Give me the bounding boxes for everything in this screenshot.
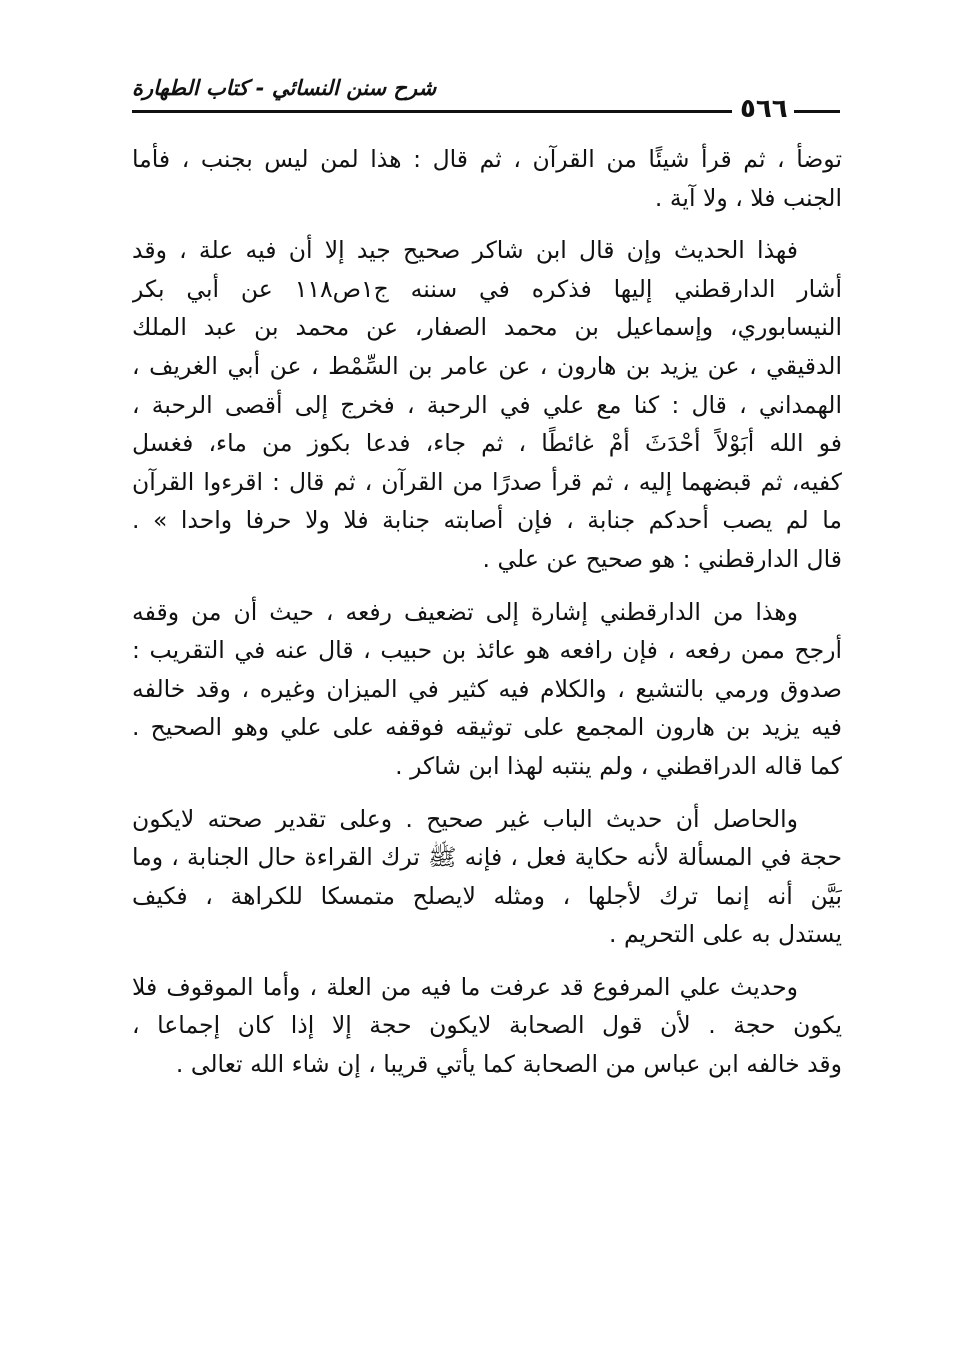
text-line: توضأ ، ثم قرأ شيئًا من القرآن ، ثم قال : هذا لمن ليس بجنب ، فأما [132, 145, 842, 173]
text-line: وحديث علي المرفوع قد عرفت ما فيه من العلة ، وأما الموقوف فلا [132, 972, 798, 1001]
paragraph [132, 593, 842, 786]
text-line: وقد خالفه ابن عباس من الصحابة كما يأتي قريبا ، إن شاء الله تعالى . [175, 1050, 842, 1079]
text-line: الجنب فلا ، ولا آية . [654, 183, 842, 212]
text-line: قال الدارقطني : هو صحيح عن علي . [482, 544, 842, 573]
page-number: ٥٦٦ [740, 94, 788, 124]
text-line: أشار الدارقطني إليها فذكره في سننه ج١ص١١٨ عن أبي بكر [132, 274, 842, 303]
header-rule [132, 110, 732, 113]
page-number-rule [794, 110, 840, 113]
text-line: صدوق ورمي بالتشيع ، والكلام فيه كثير في الميزان وغيره ، وقد خالفه [132, 674, 842, 703]
text-line: بَيَّن أنه إنما ترك لأجلها ، ومثله لايصلح متمسكا للكراهة ، فكيف [132, 881, 842, 910]
running-title: شرح سنن النسائي - كتاب الطهارة [132, 76, 437, 100]
text-line: يستدل به على التحريم . [609, 920, 842, 949]
text-line: يكون حجة . لأن قول الصحابة لايكون حجة إلا إذا كان إجماعا ، [132, 1011, 842, 1040]
text-line: ما لم يصب أحدكم جنابة ، فإن أصابته جنابة فلا ولا حرفا واحدا » . [132, 506, 842, 535]
paragraph [132, 231, 842, 578]
text-line: فو الله أبَوْلاً أحْدَثَ أمْ غائطًا ، ثم جاء، فدعا بكوز من ماء، فغسل [132, 429, 842, 458]
text-line: كما قاله الدراقطني ، ولم ينتبه لهذا ابن شاكر . [395, 751, 842, 780]
text-line: الدقيقي ، عن يزيد بن هارون ، عن عامر بن السِّمْط ، عن أبي الغريف ، [132, 351, 842, 380]
text-line: فهذا الحديث وإن قال ابن شاكر صحيح جيد إلا أن فيه علة ، وقد [132, 236, 798, 265]
text-line: كفيه، ثم قبضهما إليه ، ثم قرأ صدرًا من القرآن ، ثم قال : اقرءوا القرآن [132, 467, 842, 496]
text-line: حجة في المسألة لأنه حكاية فعل ، فإنه ﷺ ترك القراءة حال الجنابة ، وما [132, 843, 842, 872]
text-line: والحاصل أن حديث الباب غير صحيح . وعلى تقدير صحته لايكون [132, 804, 798, 833]
paragraph [132, 968, 842, 1084]
paragraph [132, 140, 842, 217]
text-line: وهذا من الدارقطني إشارة إلى تضعيف رفعه ، حيث أن من وقفه [132, 597, 798, 626]
text-line: أرجح ممن رفعه ، فإن رافعه هو عائذ بن حبيب ، قال عنه في التقريب : [132, 636, 842, 665]
body-text [132, 140, 842, 1098]
text-line: فيه يزيد بن هارون المجمع على توثيقه فوقفه على علي وهو الصحيح . [132, 713, 842, 742]
text-line: النيسابوري، وإسماعيل بن محمد الصفار، عن محمد بن عبد الملك [132, 313, 842, 342]
paragraph [132, 800, 842, 954]
text-line: الهمداني ، قال : كنا مع علي في الرحبة ، فخرج إلى أقصى الرحبة ، [132, 390, 842, 419]
page-header [132, 70, 842, 130]
